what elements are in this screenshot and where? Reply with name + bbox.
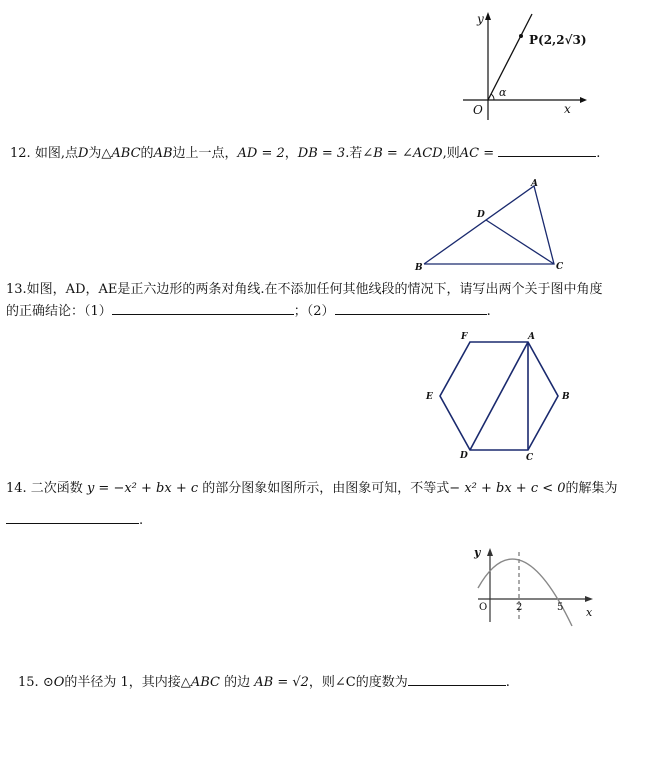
q15-answer-blank[interactable] [408,673,506,686]
q13-end: . [486,304,491,319]
q12-answer-blank[interactable] [498,144,596,157]
q12-var-ab: AB [153,146,173,161]
vertex-c-label: C [526,453,534,463]
point-p [519,34,523,38]
q13-text: 的正确结论：（1） [6,304,112,319]
q15-text: 的半径为 1，其内接△ [64,675,191,690]
q12-var-d: D [77,146,89,161]
q12-figure [410,174,575,274]
q15-circle-symbol: ⊙ [42,675,54,690]
vertex-b-label: B [415,263,423,273]
ray-op [488,14,532,100]
question-14-line2 [6,511,143,530]
x-axis-label: x [586,606,593,619]
q12-ad-eq: AD = 2 [237,146,285,161]
vertex-c-label: C [556,262,564,272]
q15-var-abc: ABC [190,675,220,690]
q15-text: ，则∠C的度数为 [308,675,408,690]
q12-end: . [596,146,601,161]
q12-db-eq: DB = 3 [297,146,346,161]
q12-ac-eq: AC = [459,146,495,161]
vertex-e-label: E [426,392,433,402]
q13-figure [420,328,580,463]
q14-text: 的部分图象如图所示，由图象可知，不等式 [202,481,450,496]
origin-label: O [479,602,488,613]
q12-text: .若 [345,146,363,161]
parabola-curve [478,559,572,626]
q13-answer-blank-2[interactable] [335,302,487,315]
y-axis-label: y [477,12,484,26]
vertex-d-label: D [477,210,485,220]
q12-number: 12. [10,146,31,161]
q15-text: 的边 [224,675,251,690]
q15-var-o: O [53,675,65,690]
vertex-a-label: A [528,332,535,342]
question-13-line2 [6,302,491,321]
q15-number: 15. [18,675,39,690]
q12-sep: ， [284,146,298,161]
q12-text: 的 [140,146,154,161]
question-12 [10,144,600,163]
tick-5-label: 5 [557,602,564,613]
vertex-a-label: A [531,179,538,189]
point-p-label: P(2,2√3) [529,33,587,47]
q14-text: 的解集为 [565,481,618,496]
q13-text: ；（2） [293,304,335,319]
diagonal-ad [470,342,528,450]
q12-text: 边上一点， [172,146,238,161]
q14-inequality: − x² + bx + c < 0 [449,481,566,496]
q14-figure [470,542,600,627]
vertex-f-label: F [461,332,468,342]
q12-angle-eq: ∠B = ∠ACD [362,146,443,161]
q12-text: 如图,点 [34,146,78,161]
question-13-line1: 13.如图，AD，AE是正六边形的两条对角线.在不添加任何其他线段的情况下，请写出两个关于图中角度 [6,282,603,297]
vertex-b-label: B [562,392,570,402]
q14-end: . [139,513,144,528]
q14-function: y = −x² + bx + c [86,481,199,496]
tick-2-label: 2 [516,602,523,613]
q13-answer-blank-1[interactable] [112,302,294,315]
origin-label: O [473,103,483,117]
question-15 [18,673,510,692]
vertex-d-label: D [460,451,468,461]
q14-answer-blank[interactable] [6,511,139,524]
y-axis-label: y [474,546,481,559]
q15-end: . [505,675,510,690]
q12-text: 为△ [88,146,112,161]
q12-text: ,则 [442,146,460,161]
question-14-line1 [6,480,618,498]
q12-var-abc: ABC [111,146,141,161]
angle-alpha-label: α [499,86,507,99]
x-axis-label: x [564,102,571,116]
q15-ab-eq: AB = √2 [254,675,309,690]
q11-figure [455,8,595,128]
q14-text: 14. 二次函数 [6,481,83,496]
